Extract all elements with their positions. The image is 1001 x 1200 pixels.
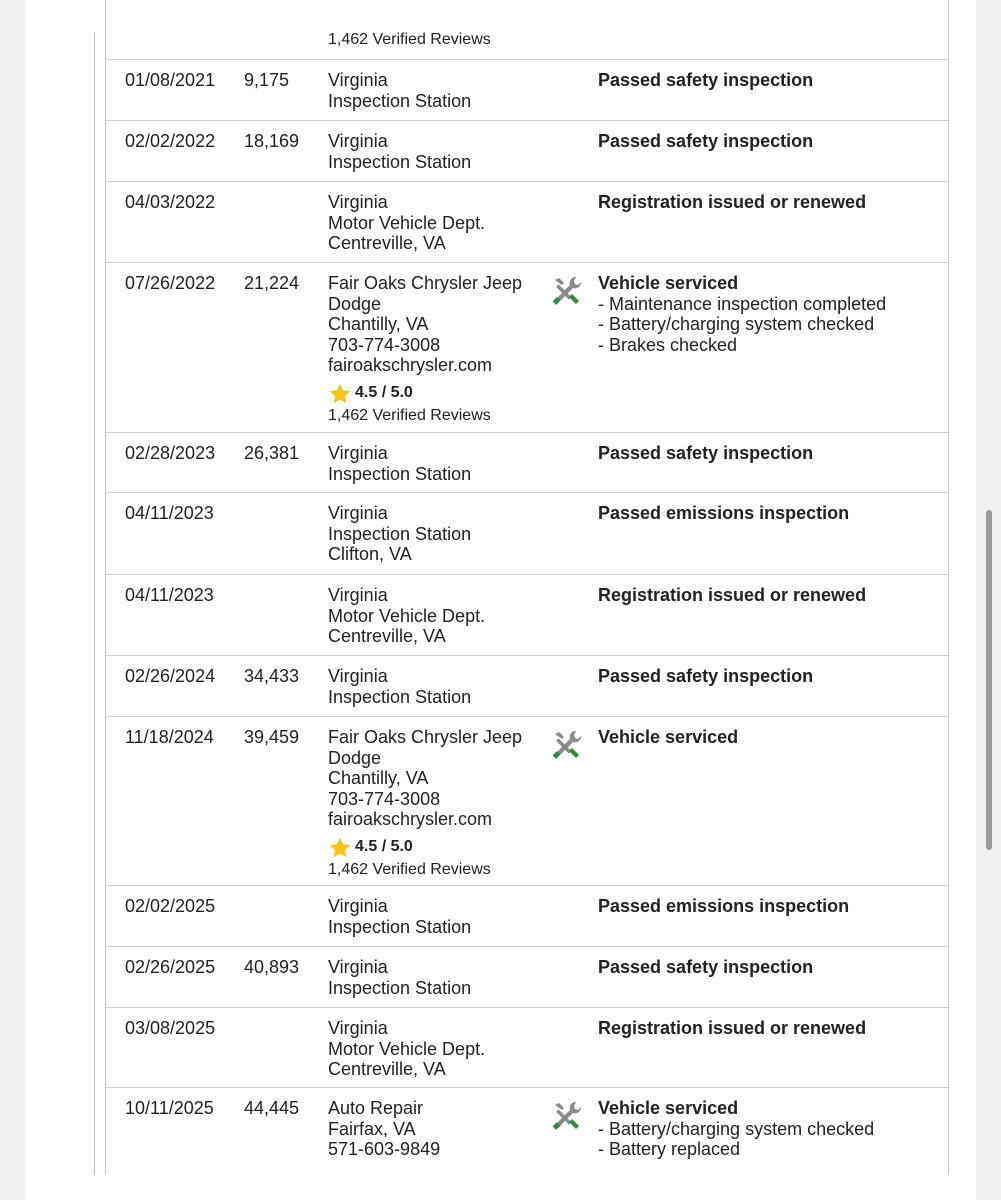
source-line: Centreville, VA: [328, 233, 446, 253]
event-title: Passed safety inspection: [598, 957, 814, 977]
record-comments: [598, 896, 938, 917]
record-source: [328, 896, 548, 937]
record-comments: [598, 131, 938, 152]
event-title: Passed safety inspection: [598, 443, 814, 463]
history-row: [106, 181, 948, 262]
history-row: [106, 1007, 948, 1087]
event-title: Passed safety inspection: [598, 666, 814, 686]
record-comments: [598, 727, 938, 748]
record-comments: [598, 666, 938, 687]
source-line[interactable]: fairoakschrysler.com: [328, 355, 493, 375]
source-line: Inspection Station: [328, 463, 472, 484]
source-line: Centreville, VA: [328, 626, 446, 646]
event-title: Vehicle serviced: [598, 727, 739, 747]
record-comments: [598, 585, 938, 606]
source-line[interactable]: 571-603-9849: [328, 1139, 441, 1159]
source-line: Motor Vehicle Dept.: [328, 605, 486, 626]
record-source: [328, 131, 548, 172]
record-date: 04/11/2023: [125, 585, 214, 605]
record-source: [328, 957, 548, 998]
record-mileage: 39,459: [244, 727, 300, 747]
history-table: [105, 0, 949, 1175]
wrench-screwdriver-icon: [550, 274, 584, 308]
source-line: Inspection Station: [328, 977, 472, 998]
record-date: 02/26/2025: [125, 957, 216, 977]
source-line[interactable]: 703-774-3008: [328, 334, 441, 355]
history-row: [106, 574, 948, 655]
source-line: Virginia: [328, 666, 388, 686]
rating-value: 4.5 / 5.0: [355, 838, 413, 856]
source-line: Dodge: [328, 747, 382, 768]
source-line: Virginia: [328, 1018, 388, 1038]
record-date: 02/28/2023: [125, 443, 216, 463]
event-title: Passed safety inspection: [598, 131, 814, 151]
record-source: [328, 1098, 548, 1160]
wrench-screwdriver-icon: [550, 728, 584, 762]
event-title: Registration issued or renewed: [598, 585, 867, 605]
event-detail: - Brakes checked: [598, 334, 738, 355]
event-detail: - Maintenance inspection completed: [598, 293, 887, 314]
record-comments: [598, 273, 938, 355]
record-date: 04/11/2023: [125, 503, 214, 523]
source-line: Fair Oaks Chrysler Jeep: [328, 727, 523, 747]
event-detail: - Battery/charging system checked: [598, 1118, 875, 1139]
record-mileage: 26,381: [244, 443, 300, 463]
verified-reviews-link[interactable]: 1,462 Verified Reviews: [328, 860, 491, 878]
wrench-screwdriver-icon: [550, 1099, 584, 1133]
event-title: Vehicle serviced: [598, 1098, 739, 1118]
rating-value: 4.5 / 5.0: [355, 384, 413, 402]
record-comments: [598, 957, 938, 978]
source-line: Clifton, VA: [328, 544, 412, 564]
record-source: [328, 585, 548, 647]
source-line: Centreville, VA: [328, 1059, 446, 1079]
source-line: Motor Vehicle Dept.: [328, 1038, 486, 1059]
history-row: [106, 120, 948, 181]
source-line: Dodge: [328, 293, 382, 314]
record-mileage: 18,169: [244, 131, 300, 151]
star-icon: [328, 836, 352, 860]
record-mileage: 9,175: [244, 70, 290, 90]
event-title: Passed emissions inspection: [598, 896, 850, 916]
partial-reviews: 1,462 Verified Reviews: [328, 31, 491, 48]
source-line[interactable]: 703-774-3008: [328, 788, 441, 809]
source-line: Virginia: [328, 131, 388, 151]
source-line: Virginia: [328, 585, 388, 605]
history-row: [106, 59, 948, 120]
record-mileage: 44,445: [244, 1098, 300, 1118]
record-date: 04/03/2022: [125, 192, 216, 212]
history-row: [106, 885, 948, 946]
source-line: Fair Oaks Chrysler Jeep: [328, 273, 523, 293]
record-date: 02/26/2024: [125, 666, 216, 686]
record-date: 10/11/2025: [125, 1098, 214, 1118]
source-line: Fairfax, VA: [328, 1118, 416, 1139]
record-date: 01/08/2021: [125, 70, 216, 90]
record-comments: [598, 1018, 938, 1039]
record-comments: [598, 1098, 938, 1160]
source-line: Motor Vehicle Dept.: [328, 212, 486, 233]
history-row: [106, 655, 948, 716]
record-date: 02/02/2022: [125, 131, 216, 151]
record-date: 11/18/2024: [125, 727, 214, 747]
record-comments: [598, 70, 938, 91]
event-title: Vehicle serviced: [598, 273, 739, 293]
record-mileage: 40,893: [244, 957, 300, 977]
star-icon: [328, 382, 352, 406]
source-line: Virginia: [328, 503, 388, 523]
record-comments: [598, 443, 938, 464]
section-border: [94, 32, 95, 1175]
record-mileage: 21,224: [244, 273, 300, 293]
history-row: [106, 1087, 948, 1175]
source-line: Virginia: [328, 957, 388, 977]
source-line[interactable]: fairoakschrysler.com: [328, 809, 493, 829]
record-source: [328, 192, 548, 254]
source-line: Virginia: [328, 443, 388, 463]
source-line: Virginia: [328, 192, 388, 212]
record-date: 07/26/2022: [125, 273, 216, 293]
event-title: Registration issued or renewed: [598, 1018, 867, 1038]
event-title: Passed emissions inspection: [598, 503, 850, 523]
record-date: 03/08/2025: [125, 1018, 216, 1038]
event-detail: - Battery/charging system checked: [598, 314, 875, 334]
source-line: Virginia: [328, 896, 388, 916]
record-date: 02/02/2025: [125, 896, 216, 916]
report-page: [25, 0, 976, 1200]
record-source: [328, 727, 548, 880]
source-line: Chantilly, VA: [328, 768, 429, 788]
history-row: [106, 716, 948, 885]
history-row: [106, 262, 948, 432]
source-line: Auto Repair: [328, 1098, 424, 1118]
record-source: [328, 1018, 548, 1080]
source-line: Inspection Station: [328, 686, 472, 707]
source-line: Inspection Station: [328, 151, 472, 172]
record-comments: [598, 503, 938, 524]
record-source: [328, 666, 548, 707]
dealer-rating[interactable]: [328, 382, 548, 406]
verified-reviews-link[interactable]: 1,462 Verified Reviews: [328, 406, 491, 424]
history-row: [106, 946, 948, 1007]
record-comments: [598, 192, 938, 213]
source-line: Virginia: [328, 70, 388, 90]
record-mileage: 34,433: [244, 666, 300, 686]
dealer-rating[interactable]: [328, 836, 548, 860]
source-line: Chantilly, VA: [328, 314, 429, 334]
source-line: Inspection Station: [328, 90, 472, 111]
event-detail: - Battery replaced: [598, 1139, 741, 1159]
scrollbar-thumb[interactable]: [986, 510, 992, 850]
event-title: Passed safety inspection: [598, 70, 814, 90]
history-row: [106, 492, 948, 574]
record-source: [328, 273, 548, 426]
history-row: [106, 432, 948, 492]
source-line: Inspection Station: [328, 523, 472, 544]
record-source: [328, 70, 548, 111]
event-title: Registration issued or renewed: [598, 192, 867, 212]
record-source: [328, 503, 548, 565]
record-source: [328, 443, 548, 484]
source-line: Inspection Station: [328, 916, 472, 937]
